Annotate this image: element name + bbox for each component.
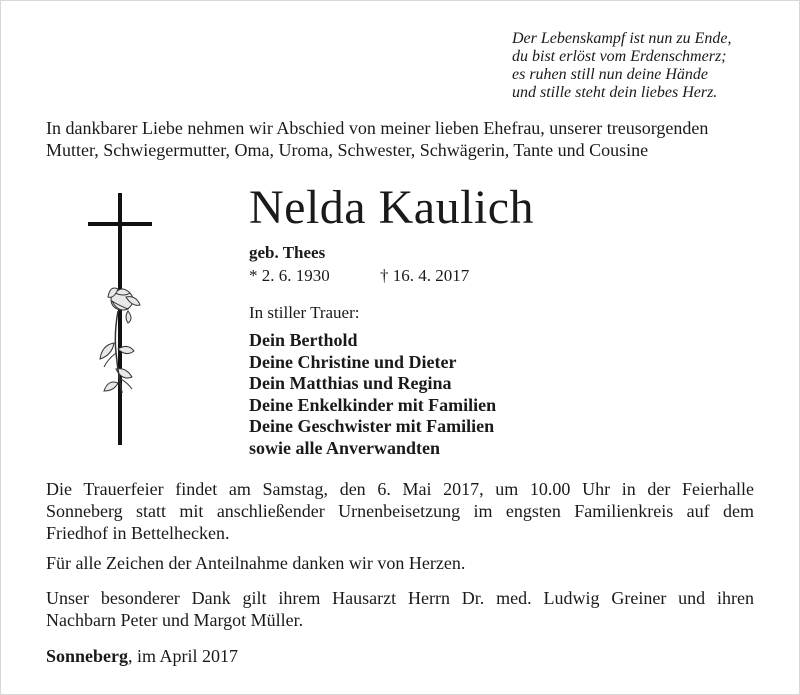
service-line: Sonneberg statt mit anschließender Urnenbeisetzung im engsten Familienkreis auf dem <box>46 501 754 521</box>
mourner: Deine Christine und Dieter <box>249 351 457 372</box>
death-date: † 16. 4. 2017 <box>380 266 470 285</box>
closing-place: Sonneberg <box>46 646 129 666</box>
intro-line: Mutter, Schwiegermutter, Oma, Uroma, Schwester, Schwägerin, Tante und Cousine <box>46 140 649 160</box>
intro-text <box>46 117 758 161</box>
cross-with-rose-icon <box>88 193 152 445</box>
mourner: Dein Berthold <box>249 330 358 350</box>
mourner: Deine Enkelkinder mit Familien <box>249 394 497 415</box>
mourning-label: In stiller Trauer: <box>249 303 360 322</box>
general-thanks: Für alle Zeichen der Anteilnahme danken wir von Herzen. <box>46 553 466 573</box>
service-line: Friedhof in Bettelhecken. <box>46 523 230 543</box>
mourners-list <box>249 330 496 459</box>
poem-line: du bist erlöst vom Erdenschmerz; <box>512 48 727 65</box>
service-line: Die Trauerfeier findet am Samstag, den 6. Mai 2017, um 10.00 Uhr in der Feierhalle <box>46 479 754 499</box>
birth-date: * 2. 6. 1930 <box>249 266 330 285</box>
mourner: Dein Matthias und Regina <box>249 373 452 393</box>
poem-line: es ruhen still nun deine Hände <box>512 66 708 83</box>
deceased-name: Nelda Kaulich <box>249 181 535 234</box>
special-thanks-line: Unser besonderer Dank gilt ihrem Hausarzt Herrn Dr. med. Ludwig Greiner und ihren <box>46 588 754 608</box>
poem-line: Der Lebenskampf ist nun zu Ende, <box>512 30 732 47</box>
poem-line: und stille steht dein liebes Herz. <box>512 84 718 101</box>
birth-name: geb. Thees <box>249 243 326 262</box>
mourner: sowie alle Anverwandten <box>249 437 440 458</box>
closing-date: , im April 2017 <box>128 646 239 666</box>
life-dates <box>249 266 469 286</box>
closing-line <box>46 645 238 667</box>
intro-line: In dankbarer Liebe nehmen wir Abschied von meiner lieben Ehefrau, unserer treusorgenden <box>46 118 709 138</box>
special-thanks <box>46 587 754 631</box>
special-thanks-line: Nachbarn Peter und Margot Müller. <box>46 610 304 630</box>
service-info <box>46 478 754 544</box>
mourner: Deine Geschwister mit Familien <box>249 416 495 436</box>
poem <box>512 30 732 102</box>
